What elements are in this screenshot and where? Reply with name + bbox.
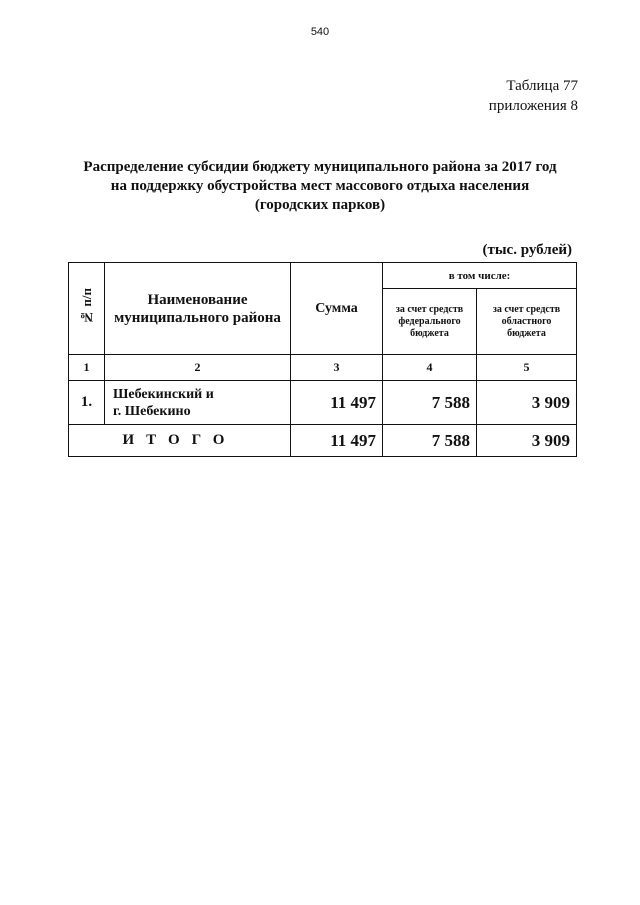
header-regional (477, 289, 577, 355)
subsidy-table (68, 262, 577, 457)
header-row (69, 263, 577, 289)
title-line-2: на поддержку обустройства мест массового отдыха населения (110, 178, 530, 194)
column-number: 3 (291, 355, 383, 381)
district-name-line-2: г. Шебекино (113, 403, 191, 419)
column-number-row (69, 355, 577, 381)
column-number: 1 (69, 355, 105, 381)
total-regional: 3 909 (477, 425, 577, 457)
header-sum: Сумма (291, 263, 383, 355)
appendix-reference (489, 76, 578, 116)
column-number: 4 (383, 355, 477, 381)
title-line-3: (городских парков) (254, 197, 386, 213)
header-group: в том числе: (383, 263, 577, 289)
title-line-1: Распределение субсидии бюджету муниципального района за 2017 год (83, 159, 557, 175)
column-number: 2 (105, 355, 291, 381)
header-regional-line-3: бюджета (507, 327, 546, 339)
header-regional-line-2: областного (501, 315, 552, 327)
units-label: (тыс. рублей) (482, 242, 572, 258)
document-title (60, 158, 580, 215)
total-row (69, 425, 577, 457)
header-name-line-1: Наименование (147, 291, 248, 308)
header-federal-line-1: за счет средств (395, 303, 464, 315)
row-number: 1. (69, 381, 105, 425)
header-federal-line-3: бюджета (410, 327, 449, 339)
header-name (105, 263, 291, 355)
header-name-line-2: муниципального района (114, 309, 281, 326)
district-name (105, 381, 291, 425)
district-name-line-1: Шебекинский и (113, 386, 214, 402)
page-number: 540 (310, 26, 330, 38)
header-federal-line-2: федерального (398, 315, 461, 327)
header-num (69, 263, 105, 355)
appendix-number: приложения 8 (488, 98, 578, 114)
column-number: 5 (477, 355, 577, 381)
total-label: ИТОГО (69, 425, 291, 457)
header-regional-line-1: за счет средств (492, 303, 561, 315)
header-federal (383, 289, 477, 355)
row-regional: 3 909 (477, 381, 577, 425)
header-num-label: № п/п (78, 287, 94, 325)
table-row (69, 381, 577, 425)
total-federal: 7 588 (383, 425, 477, 457)
total-sum: 11 497 (291, 425, 383, 457)
row-sum: 11 497 (291, 381, 383, 425)
row-federal: 7 588 (383, 381, 477, 425)
table-reference: Таблица 77 (506, 78, 578, 94)
